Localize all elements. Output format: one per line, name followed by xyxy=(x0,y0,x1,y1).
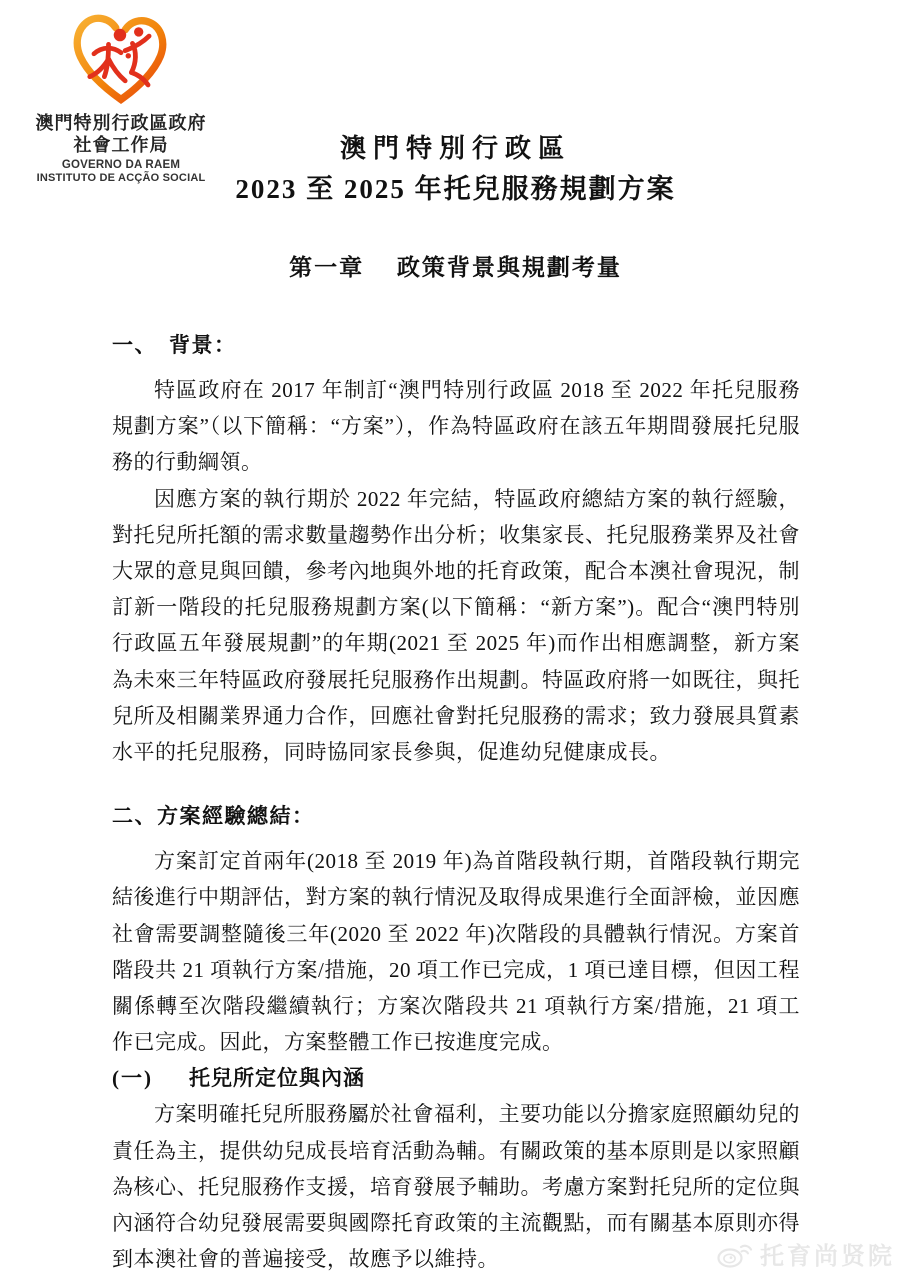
subsection-heading-positioning xyxy=(112,1060,800,1096)
agency-name-zh-line1: 澳門特別行政區政府 xyxy=(35,113,207,133)
watermark xyxy=(716,1236,895,1271)
document-title-line2: 2023 至 2025 年托兒服務規劃方案 xyxy=(235,174,676,204)
agency-name-zh-line2: 社會工作局 xyxy=(73,135,169,155)
agency-name-pt-line1: GOVERNO DA RAEM xyxy=(61,159,181,171)
subsection-numbering: (一) xyxy=(112,1066,153,1091)
paragraph: 特區政府在 2017 年制訂“澳門特別行政區 2018 至 2022 年托兒服務規劃方案”（以下簡稱：“方案”），作為特區政府在該五年期間發展托兒服務的行動綱領。 xyxy=(112,378,800,475)
chapter-heading: 第一章 政策背景與規劃考量 xyxy=(289,255,622,280)
heart-logo-icon xyxy=(69,12,173,108)
section-heading-background: 一、 背景： xyxy=(112,333,237,357)
subsection-title: 托兒所定位與內涵 xyxy=(189,1066,365,1091)
section-heading-summary: 二、方案經驗總結： xyxy=(112,804,315,829)
weibo-icon xyxy=(716,1239,754,1269)
watermark-text: 托育尚贤院 xyxy=(760,1243,895,1270)
agency-logo-block xyxy=(26,12,216,185)
document-body xyxy=(112,327,800,1277)
document-title-line1: 澳門特別行政區 xyxy=(339,134,571,163)
agency-name-pt-line2: INSTITUTO DE ACÇÃO SOCIAL xyxy=(36,172,206,184)
paragraph: 方案明確托兒所服務屬於社會福利，主要功能以分擔家庭照顧幼兒的責任為主，提供幼兒成長培育活動為輔。有關政策的基本原則是以家照顧為核心、托兒服務作支援，培育發展予輔助。考慮方案對托兒所的定位與內涵符合幼兒發展需要與國際托育政策的主流觀點，而有關基本原則亦得到本澳社會的普遍接受，故應予以維持。 xyxy=(112,1102,800,1272)
paragraph: 方案訂定首兩年(2018 至 2019 年)為首階段執行期，首階段執行期完結後進行中期評估，對方案的執行情況及取得成果進行全面評檢，並因應社會需要調整隨後三年(2020 至 2022 年)次階段的具體執行情況。方案首階段共 21 項執行方案/措施，20 項工作已完成，1 項已達目標，但因工程關係轉至次階段繼續執行；方案次階段共 21 項執行方案/措施，21 項工作已完成。因此，方案整體工作已按進度完成。 xyxy=(112,849,800,1055)
paragraph: 因應方案的執行期於 2022 年完結，特區政府總結方案的執行經驗，對托兒所托額的需求數量趨勢作出分析；收集家長、托兒服務業界及社會大眾的意見與回饋，參考內地與外地的托育政策，配合本澳社會現況，制訂新一階段的托兒服務規劃方案(以下簡稱：“新方案”)。配合“澳門特別行政區五年發展規劃”的年期(2021 至 2025 年)而作出相應調整，新方案為未來三年特區政府發展托兒服務作出規劃。特區政府將一如既往，與托兒所及相關業界通力合作，回應社會對托兒服務的需求；致力發展具質素水平的托兒服務，同時協同家長參與，促進幼兒健康成長。 xyxy=(112,486,800,765)
